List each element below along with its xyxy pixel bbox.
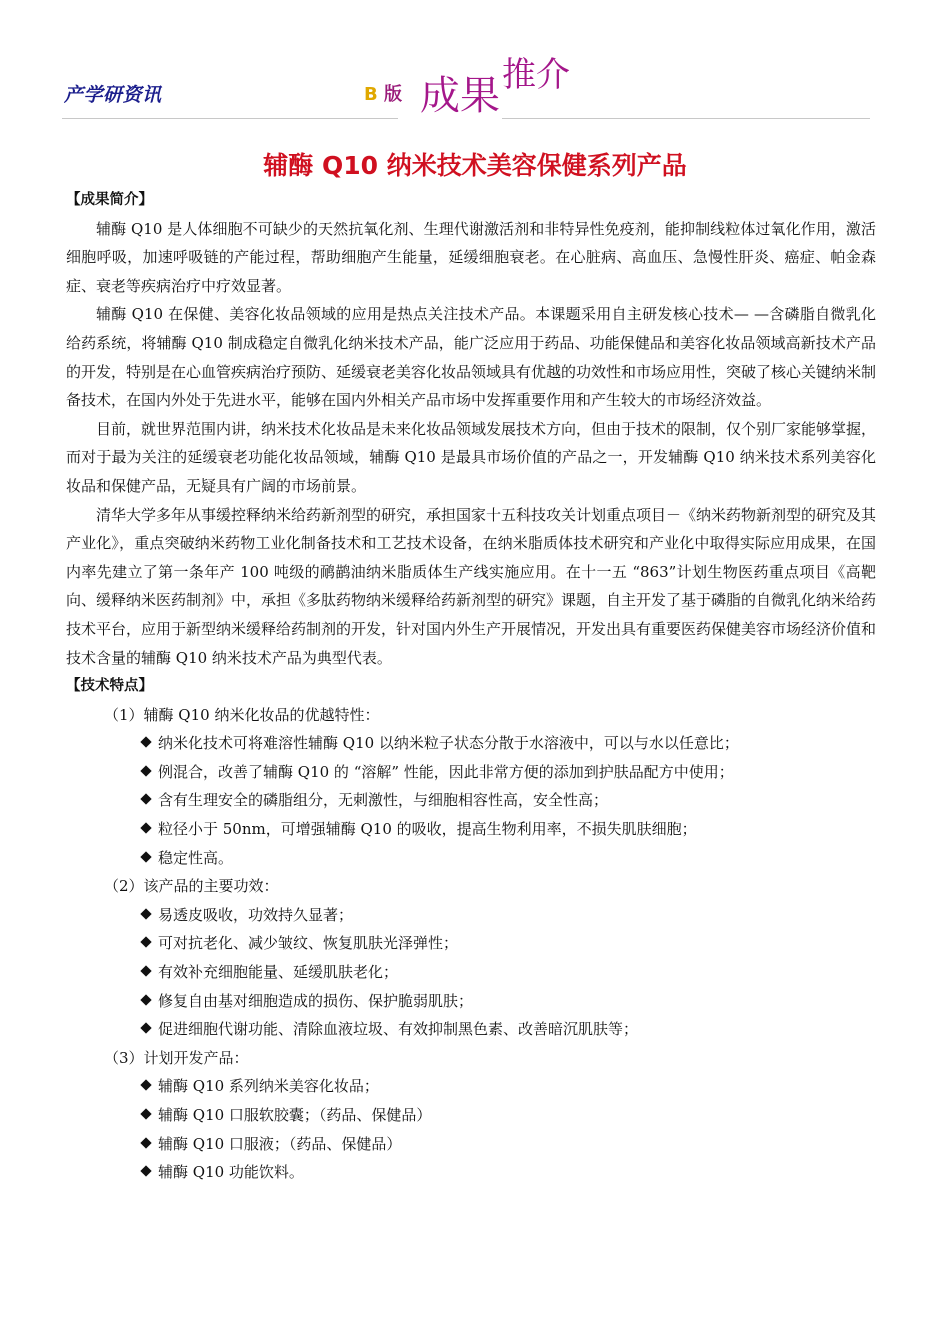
list-item-text: 修复自由基对细胞造成的损伤、保护脆弱肌肤； (158, 991, 474, 1010)
section-logo-part2: 推介 (502, 55, 570, 95)
section-logo-part1: 成果 (420, 73, 500, 119)
intro-paragraph: 辅酶 Q10 在保健、美容化妆品领域的应用是热点关注技术产品。本课题采用自主研发核心技术— —含磷脂自微乳化给药系统，将辅酶 Q10 制成稳定自微乳化纳米技术产品，能广泛应用于药品、功能保健品和美容化妆品领域高新技术产品的开发，特别是在心血管疾病治疗预防、延缓衰老美容化妆品领域具有优越的功效性和市场应用性，突破了核心关键纳米制备技术，在国内外处于先进水平，能够在国内外相关产品市场中发挥重要作用和产生较大的市场经济效益。 (66, 305, 877, 410)
list-item-text: 可对抗老化、减少皱纹、恢复肌肤光泽弹性； (158, 934, 459, 953)
list-item (66, 1015, 876, 1044)
header-rule-left (62, 118, 398, 119)
list-item (66, 844, 876, 873)
list-item-text: 促进细胞代谢功能、清除血液垃圾、有效抑制黑色素、改善暗沉肌肤等； (158, 1020, 639, 1039)
publication-name: 产学研资讯 (64, 84, 162, 106)
list-item-text: 粒径小于 50nm，可增强辅酶 Q10 的吸收，提高生物利用率，不损失肌肤细胞； (158, 820, 697, 839)
list-item (66, 958, 876, 987)
list-item (66, 758, 876, 787)
diamond-bullet-icon (140, 1080, 151, 1091)
intro-paragraph: 目前，就世界范围内讲，纳米技术化妆品是未来化妆品领域发展技术方向，但由于技术的限制，仅个别厂家能够掌握，而对于最为关注的延缓衰老功能化妆品领域，辅酶 Q10 是最具市场价值的产品之一，开发辅酶 Q10 纳米技术系列美容化妆品和保健产品，无疑具有广阔的市场前景。 (66, 419, 877, 495)
diamond-bullet-icon (140, 794, 151, 805)
list-item-text: 辅酶 Q10 功能饮料。 (158, 1163, 304, 1182)
list-item-text: 稳定性高。 (158, 848, 234, 867)
features-heading: 【技术特点】 (66, 678, 153, 695)
edition-letter: B (364, 84, 378, 105)
edition-word: 版 (384, 84, 403, 105)
list-item (66, 1158, 876, 1187)
diamond-bullet-icon (140, 1108, 151, 1119)
article-body (66, 186, 876, 1187)
list-item-text: 易透皮吸收，功效持久显著； (158, 905, 354, 924)
diamond-bullet-icon (140, 1166, 151, 1177)
list-item-text: 辅酶 Q10 系列纳米美容化妆品； (158, 1077, 379, 1096)
list-item (66, 987, 876, 1016)
header-rule-right (502, 118, 870, 119)
diamond-bullet-icon (140, 765, 151, 776)
list-item-text: 例混合，改善了辅酶 Q10 的 “溶解” 性能，因此非常方便的添加到护肤品配方中使用； (158, 762, 734, 781)
list-item (66, 1101, 876, 1130)
article-title: 辅酶 Q10 纳米技术美容保健系列产品 (263, 151, 687, 180)
diamond-bullet-icon (140, 908, 151, 919)
list-item (66, 1072, 876, 1101)
list-item-text: 纳米化技术可将难溶性辅酶 Q10 以纳米粒子状态分散于水溶液中，可以与水以任意比； (158, 734, 739, 753)
feature-group-title: （2）该产品的主要功效： (104, 877, 279, 896)
list-item-text: 辅酶 Q10 口服液；（药品、保健品） (158, 1134, 402, 1153)
feature-group-title: （3）计划开发产品： (104, 1048, 249, 1067)
diamond-bullet-icon (140, 1023, 151, 1034)
list-item (66, 729, 876, 758)
edition-label (364, 80, 402, 106)
diamond-bullet-icon (140, 1137, 151, 1148)
list-item (66, 929, 876, 958)
intro-paragraph: 清华大学多年从事缓控释纳米给药新剂型的研究，承担国家十五科技攻关计划重点项目－《纳米药物新剂型的研究及其产业化》，重点突破纳米药物工业化制备技术和工艺技术设备，在纳米脂质体技术研究和产业化中取得实际应用成果，在国内率先建立了第一条年产 100 吨级的鸸鹋油纳米脂质体生产线实施应用。在十一五 “863”计划生物医药重点项目《高靶向、缓释纳米医药制剂》中，承担《多肽药物纳米缓释给药新剂型的研究》课题，自主开发了基于磷脂的自微乳化纳米给药技术平台，应用于新型纳米缓释给药制剂的开发，针对国内外生产开展情况，开发出具有重要医药保健美容市场经济价值和技术含量的辅酶 Q10 纳米技术产品为典型代表。 (66, 505, 877, 667)
intro-heading: 【成果简介】 (66, 192, 153, 208)
diamond-bullet-icon (140, 851, 151, 862)
diamond-bullet-icon (140, 737, 151, 748)
diamond-bullet-icon (140, 994, 151, 1005)
diamond-bullet-icon (140, 822, 151, 833)
list-item-text: 有效补充细胞能量、延缓肌肤老化； (158, 963, 399, 982)
diamond-bullet-icon (140, 937, 151, 948)
list-item (66, 815, 876, 844)
list-item-text: 含有生理安全的磷脂组分，无刺激性，与细胞相容性高，安全性高； (158, 791, 609, 810)
list-item-text: 辅酶 Q10 口服软胶囊；（药品、保健品） (158, 1106, 432, 1124)
list-item (66, 901, 876, 930)
page-header (62, 55, 870, 122)
feature-group-title: （1）辅酶 Q10 纳米化妆品的优越特性： (104, 705, 380, 724)
intro-paragraph: 辅酶 Q10 是人体细胞不可缺少的天然抗氧化剂、生理代谢激活剂和非特异性免疫剂，能抑制线粒体过氧化作用，激活细胞呼吸，加速呼吸链的产能过程，帮助细胞产生能量，延缓细胞衰老。在心脏病、高血压、急慢性肝炎、癌症、帕金森症、衰老等疾病治疗中疗效显著。 (66, 219, 876, 295)
list-item (66, 1130, 876, 1159)
diamond-bullet-icon (140, 965, 151, 976)
list-item (66, 786, 876, 815)
